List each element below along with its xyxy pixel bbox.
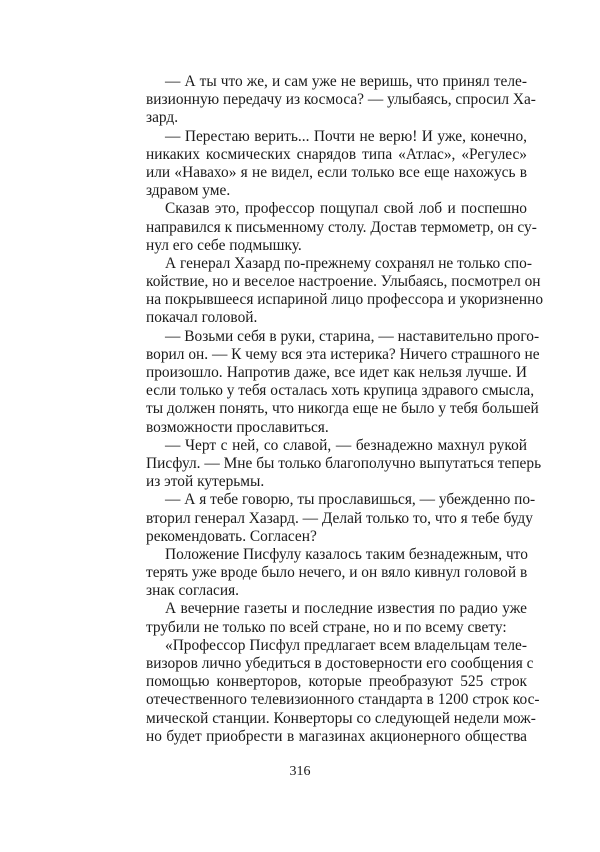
text-line: нул его себе подмышку. bbox=[146, 236, 302, 254]
text-line: ворил он. — К чему вся эта истерика? Ничего страшного не bbox=[146, 345, 540, 363]
text-line: но будет приобрести в магазинах акционерного общества bbox=[146, 727, 527, 745]
text-line: здравом уме. bbox=[146, 182, 231, 200]
text-line: направился к письменному столу. Достав термометр, он су- bbox=[146, 218, 537, 236]
text-line: — Возьми себя в руки, старина, — наставительно прого- bbox=[165, 327, 540, 345]
text-line: мической станции. Конверторы со следующей недели мож- bbox=[146, 709, 536, 727]
text-line: вторил генерал Хазард. — Делай только то, что я тебе буду bbox=[146, 509, 533, 527]
text-line: Положение Писфулу казалось таким безнадежным, что bbox=[165, 545, 528, 563]
text-line: возможности прославиться. bbox=[146, 418, 329, 436]
text-line: ты должен понять, что никогда еще не было у тебя большей bbox=[146, 400, 539, 418]
text-line: Сказав это, профессор пощупал свой лоб и поспешно bbox=[165, 200, 527, 218]
text-line: — Черт с ней, со славой, — безнадежно махнул рукой bbox=[165, 436, 527, 454]
text-line: произошло. Напротив даже, все идет как нельзя лучше. И bbox=[146, 364, 527, 381]
text-line: зард. bbox=[146, 109, 179, 127]
text-line: если только у тебя осталась хоть крупица здравого смысла, bbox=[146, 382, 535, 400]
text-line: рекомендовать. Согласен? bbox=[146, 527, 317, 545]
page-number: 316 bbox=[289, 764, 311, 779]
text-line: или «Навахо» я не видел, если только все еще нахожусь в bbox=[146, 163, 527, 181]
text-line: знак согласия. bbox=[146, 582, 240, 600]
body-text bbox=[146, 73, 544, 746]
text-line: отечественного телевизионного стандарта в 1200 строк кос- bbox=[146, 691, 540, 709]
text-line: «Профессор Писфул предлагает всем владельцам теле- bbox=[165, 636, 527, 654]
text-line: визионную передачу из космоса? — улыбаясь, спросил Ха- bbox=[146, 91, 536, 109]
text-line: покачал головой. bbox=[146, 309, 258, 327]
text-line: — А я тебе говорю, ты прославишься, — убежденно по- bbox=[165, 491, 536, 509]
text-line: визоров лично убедиться в достоверности его сообщения с bbox=[146, 655, 534, 672]
text-line: из этой кутерьмы. bbox=[146, 473, 265, 491]
text-line: Писфул. — Мне бы только благополучно выпутаться теперь bbox=[146, 454, 542, 472]
text-line: койствие, но и веселое настроение. Улыбаясь, посмотрел он bbox=[146, 273, 541, 291]
text-line: А вечерние газеты и последние известия по радио уже bbox=[165, 600, 527, 618]
text-line: — Перестаю верить... Почти не верю! И уже, конечно, bbox=[165, 127, 527, 145]
text-line: А генерал Хазард по-прежнему сохранял не только спо- bbox=[165, 254, 532, 272]
text-line: никаких космических снарядов типа «Атлас», «Регулес» bbox=[146, 145, 527, 163]
text-line: — А ты что же, и сам уже не веришь, что принял теле- bbox=[165, 73, 527, 90]
text-line: трубили не только по всей стране, но и по всему свету: bbox=[146, 618, 507, 636]
text-line: помощью конверторов, которые преобразуют 525 строк bbox=[146, 673, 527, 691]
text-line: терять уже вроде было нечего, и он вяло кивнул головой в bbox=[146, 564, 528, 582]
text-line: на покрывшееся испариной лицо профессора и укоризненно bbox=[146, 291, 544, 309]
